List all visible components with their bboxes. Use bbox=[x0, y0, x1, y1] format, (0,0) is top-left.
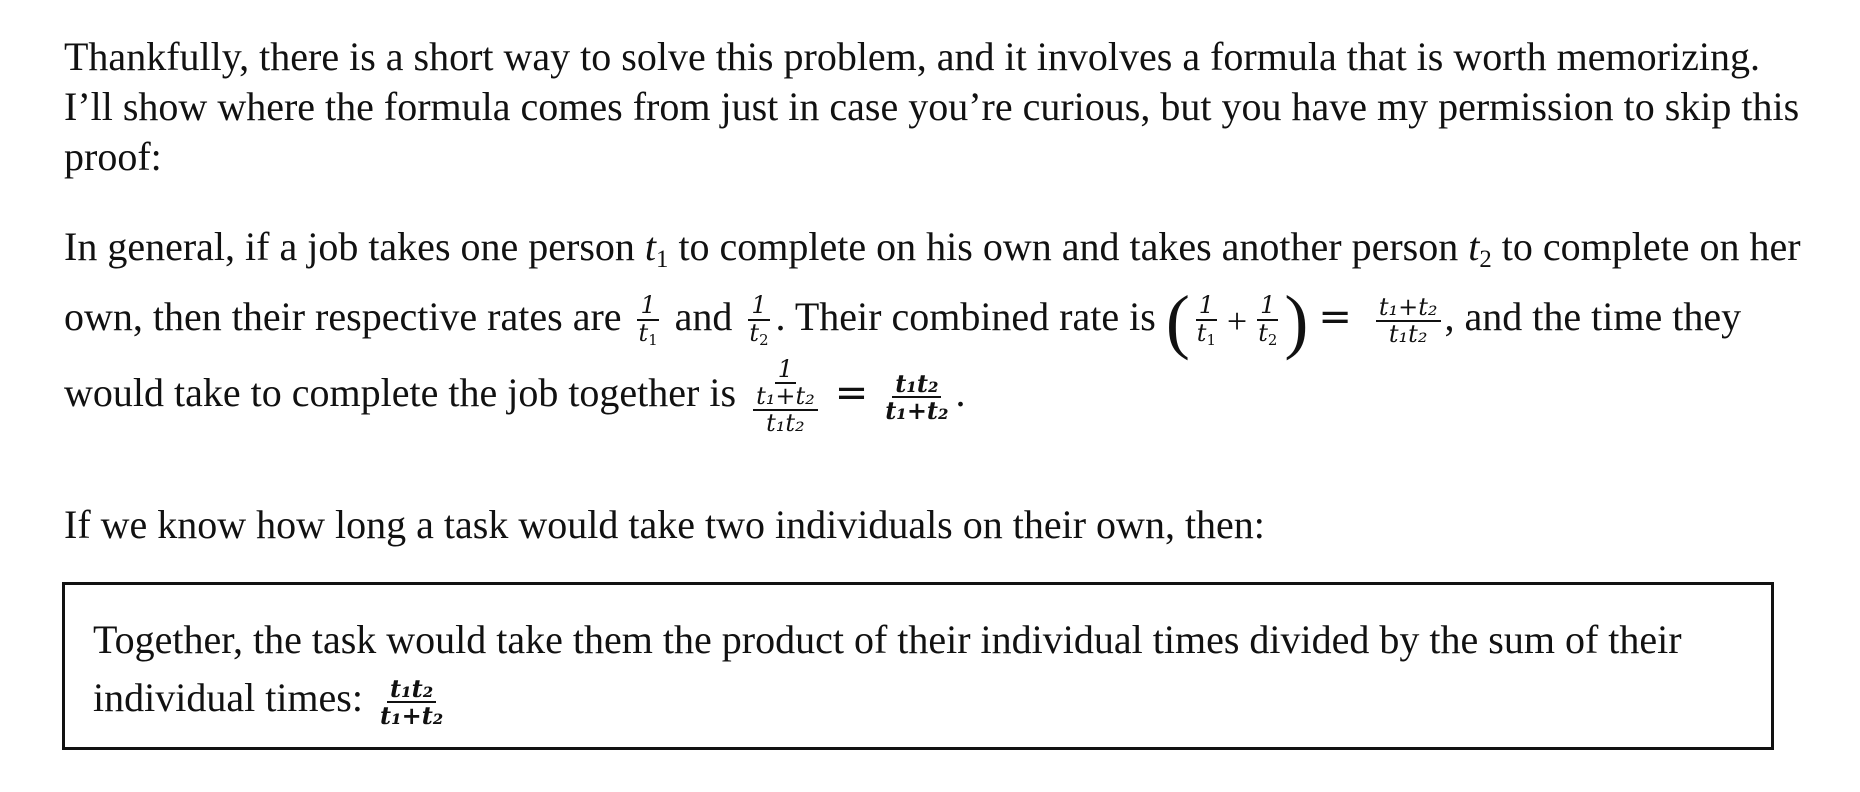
time-fraction-nested: $\frac{1}{\frac{\text{t₁+t₂}}{\text{t₁t₂}}}$ bbox=[750, 357, 821, 437]
var-t2: $t_2$ bbox=[1468, 224, 1492, 273]
period: . bbox=[955, 369, 966, 415]
equals-sign-2: = bbox=[834, 369, 869, 416]
formula-box-text: Together, the task would take them the product of their individual times divided by the sum of their individual times: $\frac{\text{t₁t₂}}{\text{t₁+t₂}}$ bbox=[93, 617, 1682, 730]
derivation-text-c: to complete on her own, then their respective rates are bbox=[64, 224, 1801, 340]
rate-fraction-2: $\frac{1}{t_2}$ bbox=[749, 291, 769, 349]
intro-paragraph: Thankfully, there is a short way to solve this problem, and it involves a formula that is worth memorizing. I’ll show where the formula comes from just in case you’re curious, but you have my permission to skip this proof: bbox=[64, 34, 1800, 179]
formula-box bbox=[62, 582, 1774, 750]
combined-rate-fraction: $\frac{\text{t₁+t₂}}{\text{t₁t₂}}$ bbox=[1376, 295, 1441, 347]
derivation-text-a: In general, if a job takes one person bbox=[64, 224, 645, 269]
derivation-text-b: to complete on his own and takes another person bbox=[668, 224, 1469, 269]
and-word: and bbox=[664, 294, 743, 340]
derivation-text-d: . Their combined rate is bbox=[775, 294, 1166, 340]
var-t1: $t_1$ bbox=[644, 224, 669, 273]
rate-fraction-1: $\frac{1}{t_1}$ bbox=[638, 291, 658, 349]
derivation-paragraph bbox=[64, 222, 1804, 437]
derivation-text-e: , and the time they would take to complete the job together is bbox=[64, 294, 1742, 415]
combined-rate-expression: ( $\frac{1}{t_1}$ + $\frac{1}{t_2}$ ) bbox=[1165, 280, 1309, 361]
work-formula-fraction: $\frac{\text{t₁t₂}}{\text{t₁+t₂}}$ bbox=[379, 673, 444, 730]
lead-in-paragraph: If we know how long a task would take two individuals on their own, then: bbox=[64, 502, 1265, 547]
equals-sign: = bbox=[1318, 294, 1352, 341]
time-fraction: $\frac{\text{t₁t₂}}{\text{t₁+t₂}}$ bbox=[885, 368, 949, 425]
